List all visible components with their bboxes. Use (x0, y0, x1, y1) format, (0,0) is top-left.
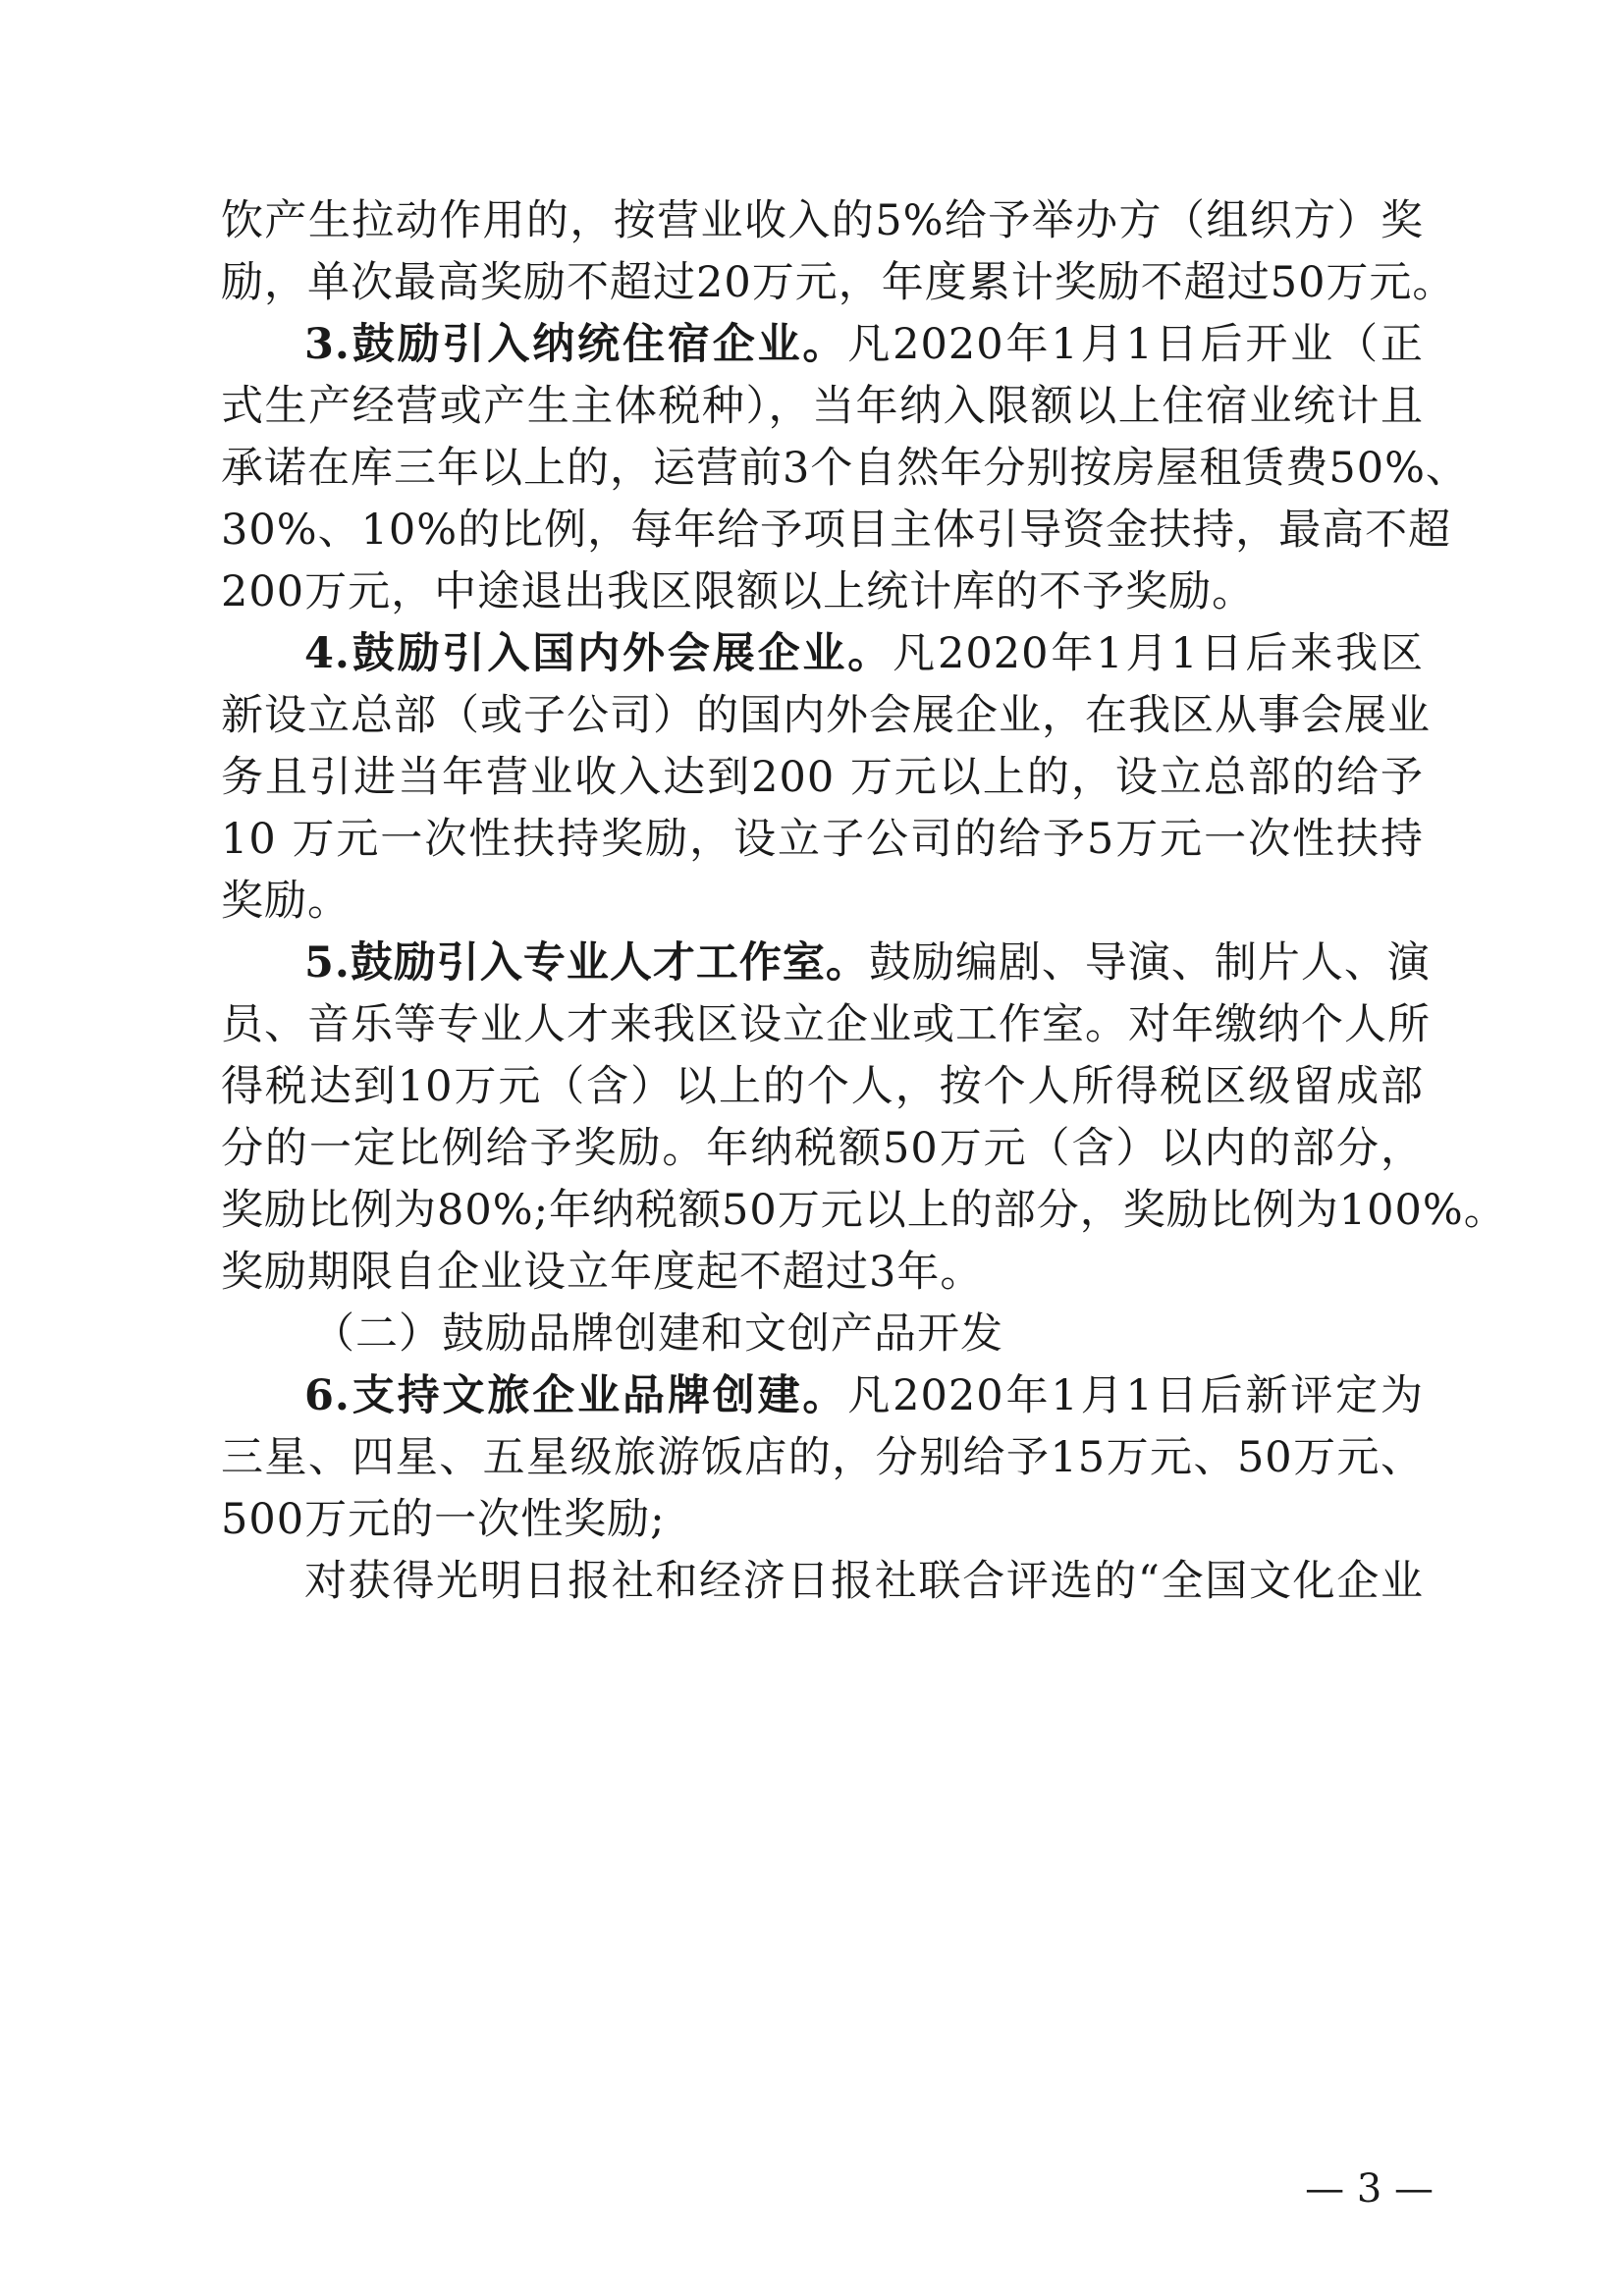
paragraph-line: 务且引进当年营业收入达到200 万元以上的，设立总部的给予 (221, 753, 1424, 802)
paragraph-line: 500万元的一次性奖励; (221, 1495, 666, 1544)
item-heading: 6.支持文旅企业品牌创建。 (304, 1371, 848, 1420)
paragraph-line: 新设立总部（或子公司）的国内外会展企业，在我区从事会展业 (221, 691, 1431, 740)
paragraph-first-line: 对获得光明日报社和经济日报社联合评选的“全国文化企业 (304, 1557, 1424, 1606)
paragraph-line: 30%、10%的比例，每年给予项目主体引导资金扶持，最高不超 (221, 506, 1452, 555)
paragraph-line: 分的一定比例给予奖励。年纳税额50万元（含）以内的部分， (221, 1124, 1424, 1173)
item-text: 凡2020年1月1日后开业（正 (847, 320, 1425, 369)
paragraph-line: 饮产生拉动作用的，按营业收入的5%给予举办方（组织方）奖 (221, 196, 1424, 245)
paragraph-line: 员、音乐等专业人才来我区设立企业或工作室。对年缴纳个人所 (221, 1000, 1431, 1049)
paragraph-line: 式生产经营或产生主体税种），当年纳入限额以上住宿业统计且 (221, 382, 1424, 431)
paragraph-line: 200万元，中途退出我区限额以上统计库的不予奖励。 (221, 567, 1256, 616)
item-text: 鼓励编剧、导演、制片人、演 (868, 938, 1431, 988)
paragraph-line: 励，单次最高奖励不超过20万元，年度累计奖励不超过50万元。 (221, 258, 1456, 307)
item-heading: 3.鼓励引入纳统住宿企业。 (304, 320, 848, 369)
paragraph-line: 三星、四星、五星级旅游饭店的，分别给予15万元、50万元、 (221, 1433, 1424, 1482)
item-heading: 5.鼓励引入专业人才工作室。 (304, 938, 869, 988)
item-text: 凡2020年1月1日后来我区 (893, 629, 1424, 678)
item-heading: 4.鼓励引入国内外会展企业。 (304, 629, 893, 678)
paragraph-line: 奖励期限自企业设立年度起不超过3年。 (221, 1248, 984, 1297)
paragraph-line: 奖励比例为80%;年纳税额50万元以上的部分，奖励比例为100%。 (221, 1186, 1507, 1235)
page-number: — 3 — (1305, 2166, 1434, 2212)
paragraph-line: 10 万元一次性扶持奖励，设立子公司的给予5万元一次性扶持 (221, 815, 1424, 864)
paragraph-line: 承诺在库三年以上的，运营前3个自然年分别按房屋租赁费50%、 (221, 444, 1469, 493)
paragraph-line: 奖励。 (221, 877, 351, 926)
section-subheading: （二）鼓励品牌创建和文创产品开发 (312, 1309, 1003, 1359)
paragraph-line: 得税达到10万元（含）以上的个人，按个人所得税区级留成部 (221, 1062, 1424, 1111)
item-text: 凡2020年1月1日后新评定为 (847, 1371, 1425, 1420)
